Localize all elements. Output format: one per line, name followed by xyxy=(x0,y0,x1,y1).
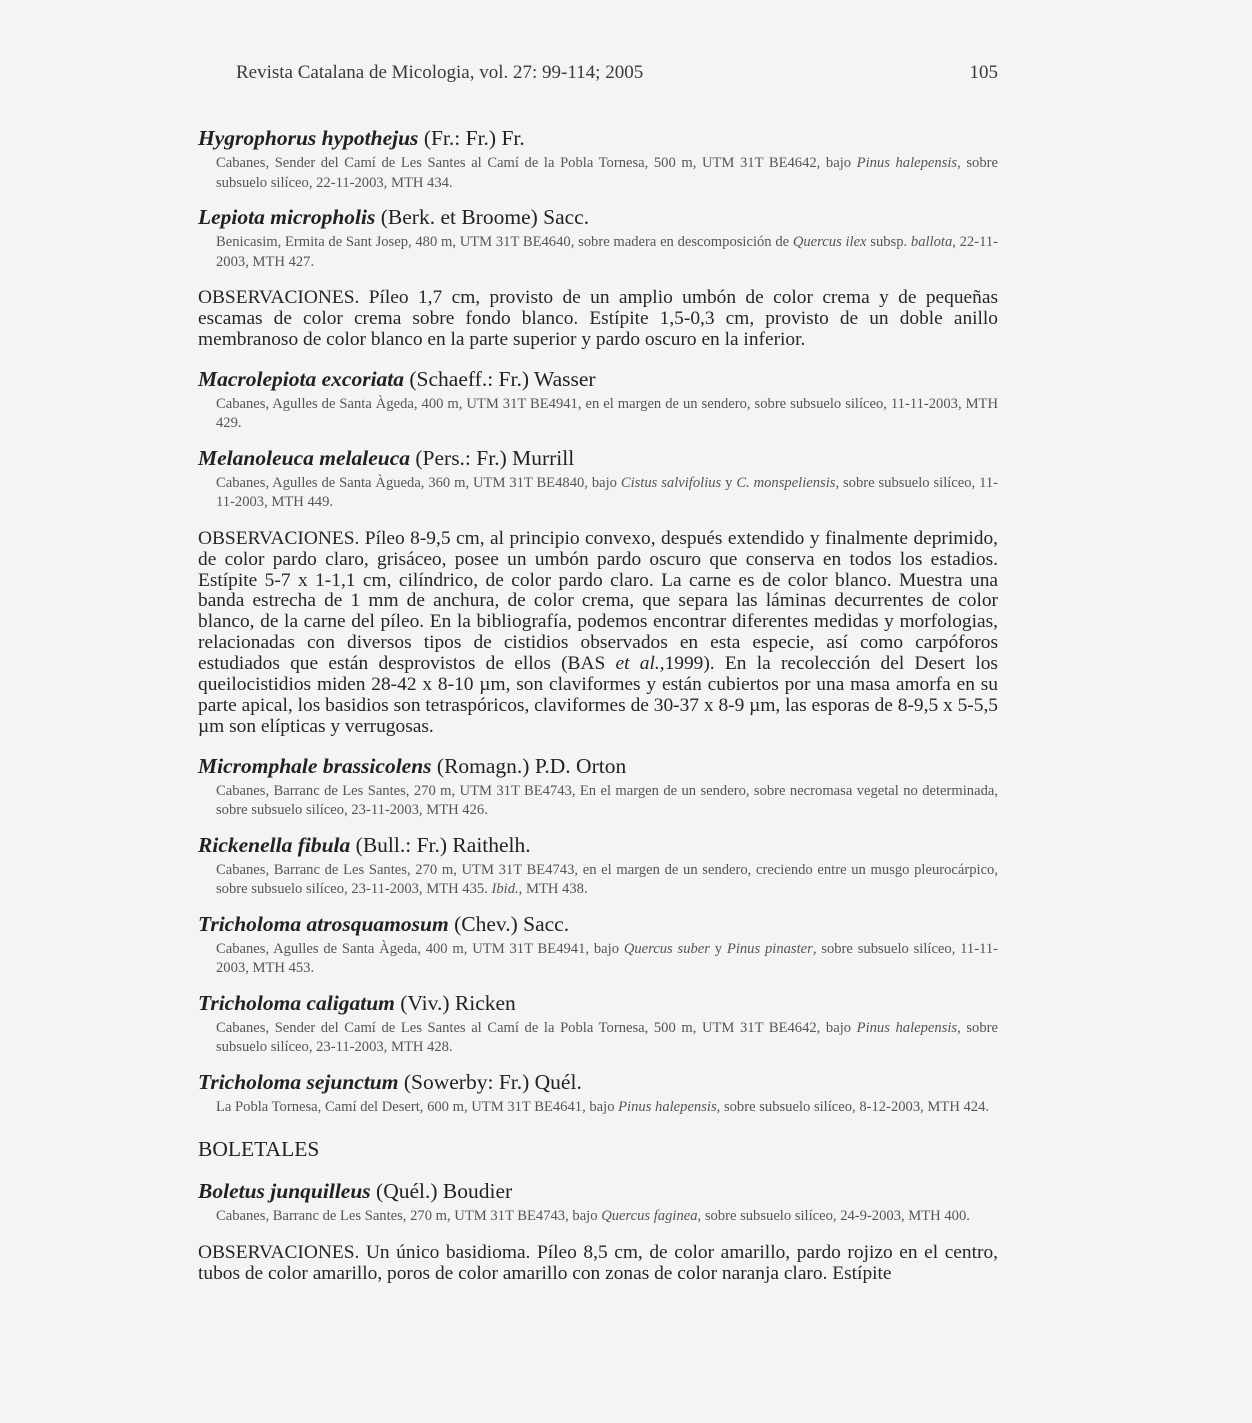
species-title xyxy=(198,752,998,780)
species-name: Lepiota micropholis xyxy=(198,205,376,229)
species-entry xyxy=(198,365,998,434)
text-run: OBSERVACIONES. Píleo 1,7 cm, provisto de un amplio umbón de color crema y de pequeñas escamas de color crema sobre fondo blanco. Estípite 1,5-0,3 cm, provisto de un doble anillo membranoso de color blanco en la parte superior y pardo oscuro en la inferior. xyxy=(198,287,998,350)
species-title xyxy=(198,365,998,393)
italic-text: Quercus ilex xyxy=(792,234,867,250)
text-run: Cabanes, Agulles de Santa Àgeda, 400 m, UTM 31T BE4941, bajo xyxy=(216,940,624,957)
observations-paragraph xyxy=(198,288,998,351)
text-run: OBSERVACIONES. Píleo 8-9,5 cm, al principio convexo, después extendido y finalmente deprimido, de color pardo claro, grisáceo, posee un umbón pardo oscuro que conserva en todos los estadios. Estípite 5-7 x 1-1,1 cm, cilíndrico, de color pardo claro. La carne es de color blanco. Muestra una banda estrecha de 1 mm de anchura, de color crema, que separa las láminas decurrentes de color blanco, de la carne del píleo. En la bibliografía, podemos encontrar diferentes medidas y morfologias, relacionadas con diversos tipos de cistidios observados en esta especie, así como carpóforos estudiados que están desprovistos de ellos (BAS xyxy=(198,527,998,675)
species-entry xyxy=(198,1177,998,1227)
observations-paragraph xyxy=(198,529,998,738)
section-heading: BOLETALES xyxy=(198,1137,320,1162)
collection-record xyxy=(216,395,998,434)
species-name: Hygrophorus hypothejus xyxy=(198,126,419,150)
text-run: y xyxy=(709,940,727,957)
text-run: , sobre subsuelo silíceo, 8-12-2003, MTH 424. xyxy=(716,1098,990,1115)
collection-record xyxy=(216,1207,998,1227)
italic-text: Ibid. xyxy=(491,881,519,898)
species-title xyxy=(198,1177,998,1205)
italic-text: C. monspeliensis xyxy=(736,474,836,491)
collection-record xyxy=(216,861,998,900)
species-title xyxy=(198,910,998,938)
species-authority: (Quél.) Boudier xyxy=(370,1179,513,1204)
journal-citation: Revista Catalana de Micologia, vol. 27: 99-114; 2005 xyxy=(236,62,644,83)
collection-record xyxy=(216,1019,998,1058)
species-entry xyxy=(198,831,998,900)
species-title xyxy=(198,203,998,231)
text-run: , sobre subsuelo silíceo, 23-11-2003, MTH 428. xyxy=(216,1019,998,1056)
text-run: Cabanes, Agulles de Santa Àgeda, 400 m, UTM 31T BE4941, en el margen de un sendero, sobre subsuelo silíceo, 11-11-2003, MTH 429. xyxy=(216,395,998,432)
italic-text: Quercus faginea xyxy=(601,1208,698,1225)
species-title xyxy=(198,831,998,859)
italic-text: Pinus halepensis xyxy=(618,1098,717,1115)
text-run: subsp. xyxy=(866,234,911,250)
text-run: , sobre subsuelo silíceo, 24-9-2003, MTH 400. xyxy=(697,1208,970,1225)
main-content xyxy=(198,124,998,1299)
text-run: Benicasim, Ermita de Sant Josep, 480 m, UTM 31T BE4640, sobre madera en descomposición de xyxy=(216,234,793,250)
text-run: ,1999). En la recolección del Desert los queilocistidios miden 28-42 x 8-10 µm, son claviformes y están cubiertos por una masa amorfa en su parte apical, los basidios son tetraspóricos, claviformes de 30-37 x 8-9 µm, las esporas de 8-9,5 x 5-5,5 µm son elípticas y verrugosas. xyxy=(198,653,998,737)
species-name: Tricholoma sejunctum xyxy=(198,1069,399,1094)
italic-text: Pinus pinaster xyxy=(726,940,813,957)
species-name: Tricholoma atrosquamosum xyxy=(198,911,449,936)
italic-text: Pinus halepensis xyxy=(856,155,958,171)
text-run: y xyxy=(721,474,737,491)
species-name: Micromphale brassicolens xyxy=(198,753,432,778)
species-entry xyxy=(198,1068,998,1118)
species-title xyxy=(198,444,998,472)
text-run: , sobre subsuelo silíceo, 11-11-2003, MTH 449. xyxy=(216,474,999,511)
text-run: Cabanes, Barranc de Les Santes, 270 m, UTM 31T BE4743, bajo xyxy=(216,1208,602,1225)
text-run: Cabanes, Agulles de Santa Àgueda, 360 m, UTM 31T BE4840, bajo xyxy=(216,474,621,491)
species-name: Tricholoma caligatum xyxy=(198,990,395,1015)
italic-text: Pinus halepensis xyxy=(856,1019,958,1036)
collection-record xyxy=(216,154,998,193)
species-entry xyxy=(198,752,998,821)
species-authority: (Sowerby: Fr.) Quél. xyxy=(398,1069,582,1094)
species-name: Boletus junquilleus xyxy=(198,1179,371,1204)
italic-text: Quercus suber xyxy=(623,940,710,957)
species-authority: (Chev.) Sacc. xyxy=(448,911,570,936)
species-authority: (Fr.: Fr.) Fr. xyxy=(418,126,525,150)
species-authority: (Viv.) Ricken xyxy=(394,990,516,1015)
running-header xyxy=(236,62,998,84)
text-run: Cabanes, Sender del Camí de Les Santes al Camí de la Pobla Tornesa, 500 m, UTM 31T BE4642, bajo xyxy=(216,1019,857,1036)
species-authority: (Romagn.) P.D. Orton xyxy=(431,753,627,778)
species-name: Rickenella fibula xyxy=(198,832,351,857)
species-authority: (Pers.: Fr.) Murrill xyxy=(410,445,575,470)
text-run: Cabanes, Barranc de Les Santes, 270 m, UTM 31T BE4743, En el margen de un sendero, sobre necromasa vegetal no determinada, sobre subsuelo silíceo, 23-11-2003, MTH 426. xyxy=(216,782,998,819)
collection-record xyxy=(216,1098,998,1118)
italic-text: ballota xyxy=(910,234,953,250)
text-run: Cabanes, Barranc de Les Santes, 270 m, UTM 31T BE4743, en el margen de un sendero, creciendo entre un musgo pleurocárpico, sobre subsuelo silíceo, 23-11-2003, MTH 435. xyxy=(216,861,998,898)
species-authority: (Bull.: Fr.) Raithelh. xyxy=(350,832,531,857)
collection-record xyxy=(216,782,998,821)
text-run: Cabanes, Sender del Camí de Les Santes al Camí de la Pobla Tornesa, 500 m, UTM 31T BE4642, bajo xyxy=(216,155,857,171)
species-entry xyxy=(198,910,998,979)
species-entry xyxy=(198,444,998,513)
species-entry xyxy=(198,124,998,193)
observations-paragraph xyxy=(198,1243,998,1285)
text-run: La Pobla Tornesa, Camí del Desert, 600 m, UTM 31T BE4641, bajo xyxy=(216,1098,619,1115)
page-number: 105 xyxy=(969,62,998,83)
collection-record xyxy=(216,940,998,979)
species-title xyxy=(198,989,998,1017)
species-name: Macrolepiota excoriata xyxy=(198,366,405,391)
collection-record xyxy=(216,233,998,272)
text-run: , MTH 438. xyxy=(518,881,588,898)
italic-text: Cistus salvifolius xyxy=(620,474,722,491)
species-title xyxy=(198,124,998,152)
text-run: , 22-11-2003, MTH 427. xyxy=(216,234,999,270)
text-run: , sobre subsuelo silíceo, 22-11-2003, MTH 434. xyxy=(216,155,998,191)
collection-record xyxy=(216,474,998,513)
species-name: Melanoleuca melaleuca xyxy=(198,445,410,470)
text-run: , sobre subsuelo silíceo, 11-11-2003, MTH 453. xyxy=(216,940,998,977)
species-entry xyxy=(198,203,998,272)
italic-text: et al. xyxy=(615,653,660,675)
species-authority: (Schaeff.: Fr.) Wasser xyxy=(404,366,596,391)
species-title xyxy=(198,1068,998,1096)
text-run: OBSERVACIONES. Un único basidioma. Píleo 8,5 cm, de color amarillo, pardo rojizo en el centro, tubos de color amarillo, poros de color amarillo con zonas de color naranja claro. Estípite xyxy=(198,1241,998,1284)
species-authority: (Berk. et Broome) Sacc. xyxy=(375,205,590,229)
species-entry xyxy=(198,989,998,1058)
